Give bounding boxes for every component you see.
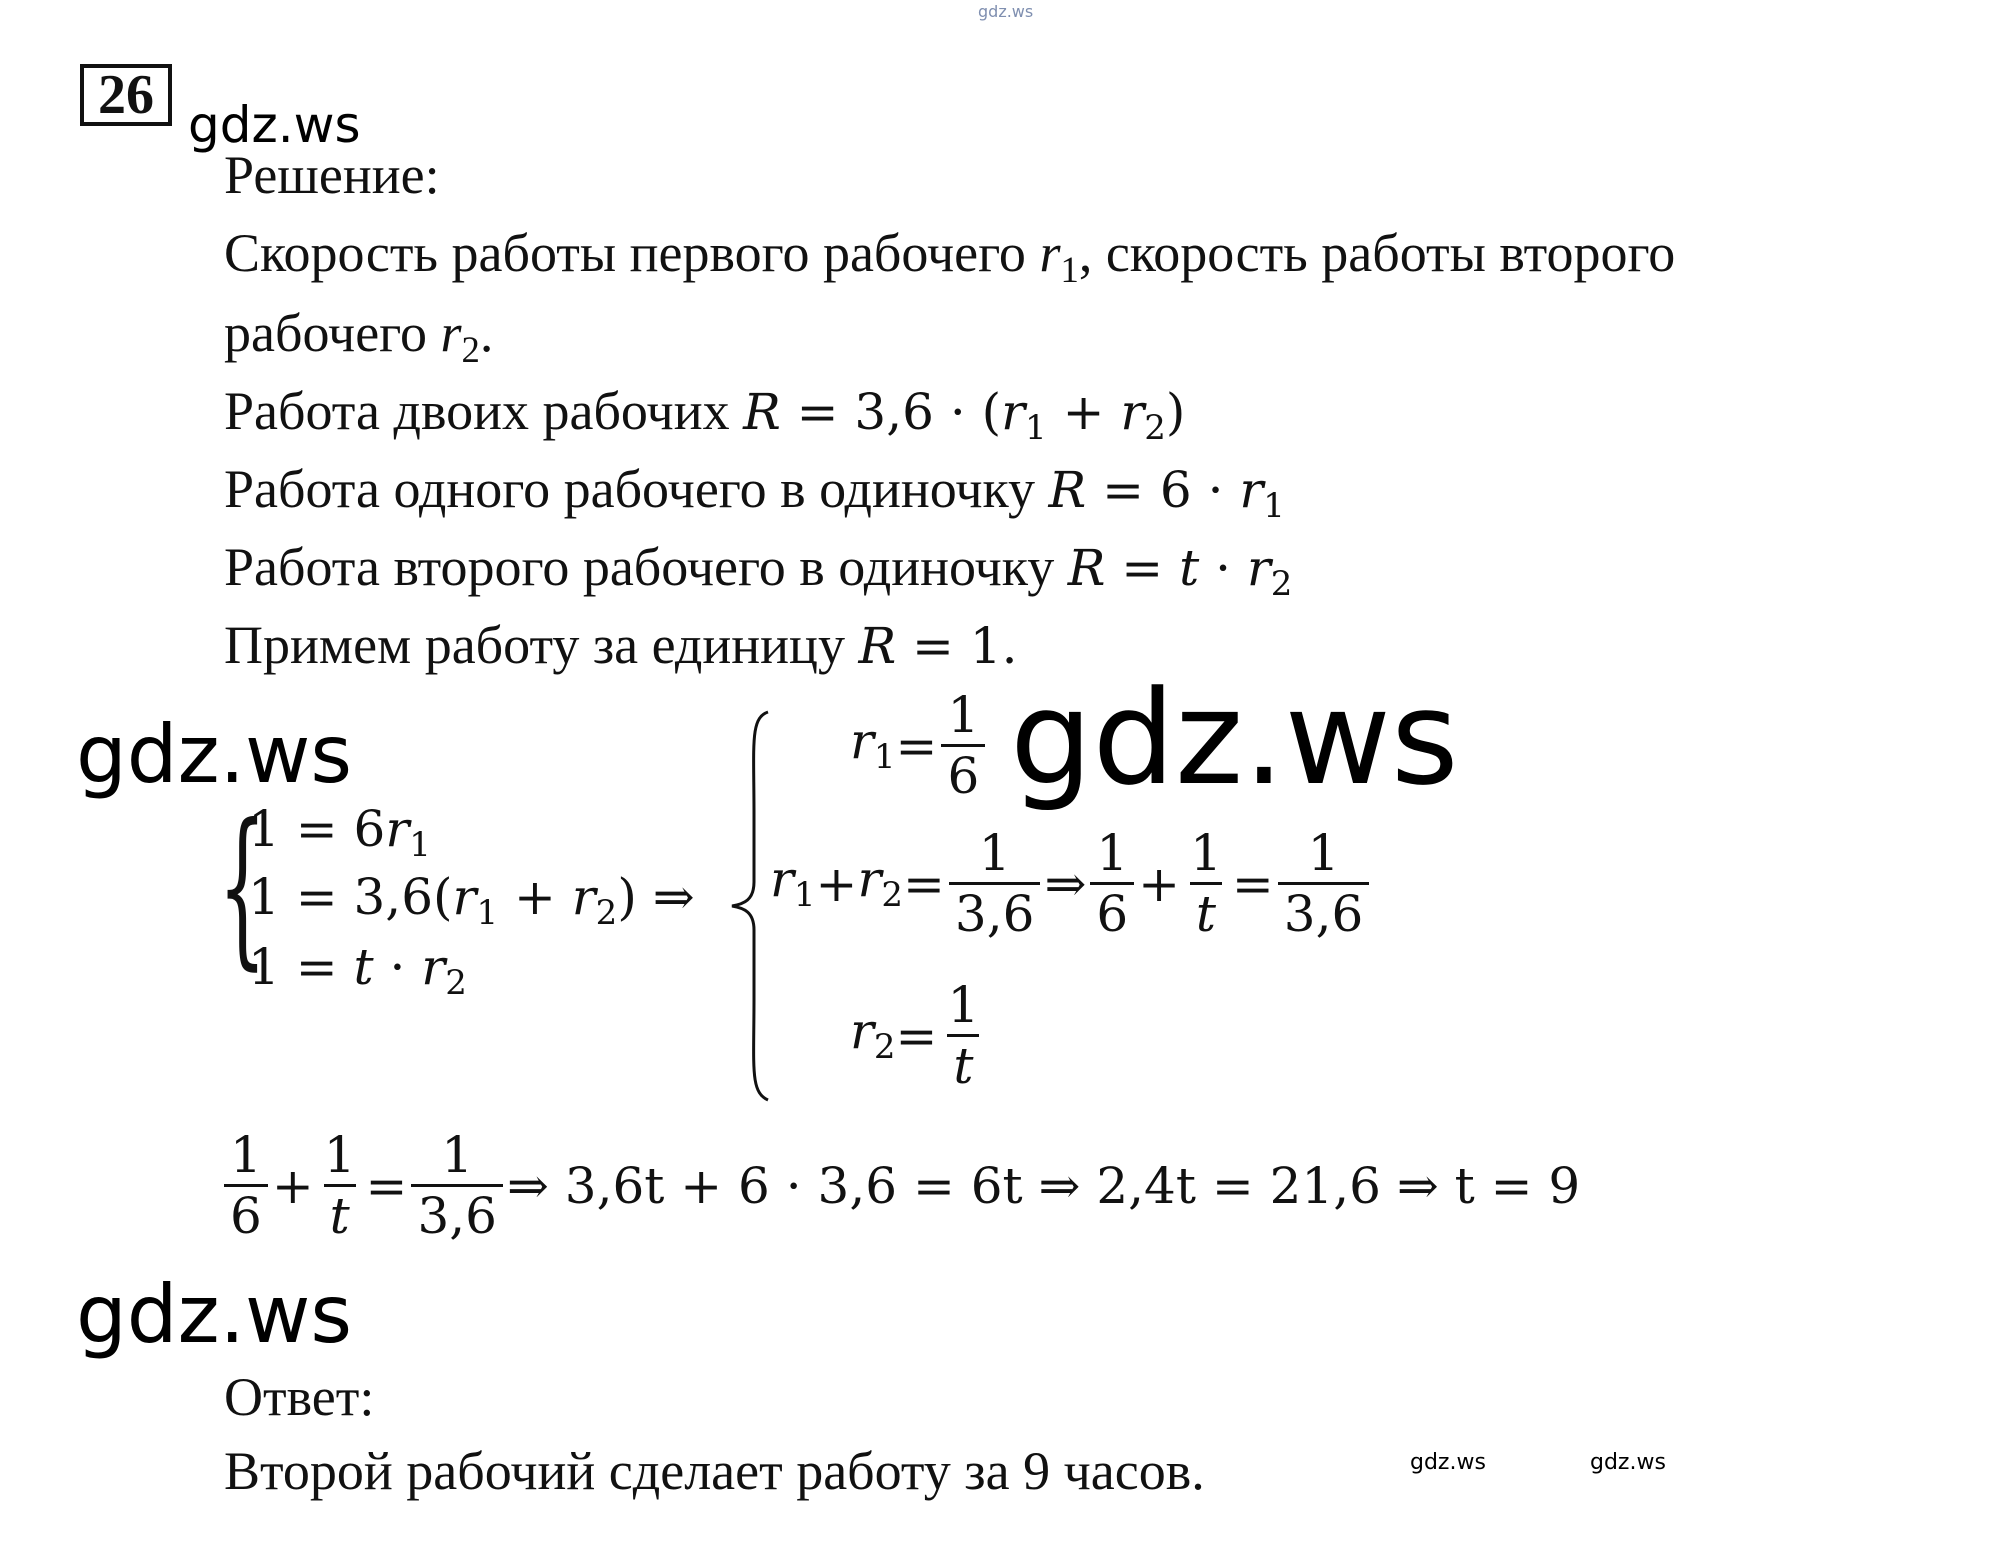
fraction-1-t-b: $\frac{1}{t}$ [947, 976, 980, 1095]
right-eq-1: $r_1$ = $\frac{1}{6}$ [850, 690, 989, 801]
line1-text: Скорость работы первого рабочего [224, 223, 1026, 283]
watermark-big-bottom: gdz.ws [76, 1268, 353, 1361]
answer-text: Второй рабочий сделает работу за 9 часов. [224, 1441, 1205, 1501]
answer-label: Ответ: [224, 1367, 375, 1427]
watermark-big-left: gdz.ws [76, 708, 353, 801]
fraction-final-1-3-6: $\frac{1}{3,6}$ [411, 1130, 503, 1241]
formula-joint-work: $R = 3,6 \cdot (r_1 + r_2)$ [743, 383, 1186, 449]
formula-unit-work: R = 1. [858, 617, 1018, 675]
text-line-4 [224, 459, 1285, 527]
text-line-5 [224, 537, 1293, 605]
var-r2: $r_2$ [440, 303, 480, 371]
watermark-footer-1: gdz.ws [1410, 1450, 1486, 1475]
line2-text: рабочего [224, 303, 427, 363]
formula-second-alone: $R = t \cdot r_2$ [1067, 539, 1293, 605]
right-eq-3: $r_2$ = $\frac{1}{t}$ [850, 980, 989, 1091]
fraction-final-1-t: $\frac{1}{t}$ [323, 1126, 356, 1245]
fraction-1-3-6-b: $\frac{1}{3,6}$ [1278, 828, 1370, 939]
fraction-final-1-6: $\frac{1}{6}$ [224, 1130, 268, 1241]
line6-text: Примем работу за единицу [224, 615, 845, 675]
var-r1: $r_1$ [1039, 223, 1079, 291]
system-eq-3: $1 = t \cdot r_2$ [248, 938, 467, 1004]
line1-tail: , скорость работы второго [1078, 223, 1676, 283]
problem-number-box: 26 [80, 64, 172, 126]
line5-text: Работа второго рабочего в одиночку [224, 537, 1055, 597]
text-line-3 [224, 381, 1186, 449]
system-eq-2: $1 = 3,6(r_1 + r_2)$ ⇒ [248, 868, 695, 934]
right-eq-2: $r_1$ + $r_2$ = $\frac{1}{3,6}$ ⇒ $\frac{1}{6}$ + $\frac{1}{t}$ = $\frac{1}{3,6}$ [770, 828, 1373, 939]
fraction-1-t: $\frac{1}{t}$ [1190, 824, 1222, 943]
watermark-header: gdz.ws [188, 96, 361, 154]
left-system-brace: { [218, 788, 267, 986]
watermark-big-center: gdz.ws [1010, 662, 1459, 814]
fraction-1-6: $\frac{1}{6}$ [941, 690, 985, 801]
watermark-top: gdz.ws [978, 2, 1034, 21]
text-line-6 [224, 615, 1018, 675]
final-equation: $\frac{1}{6}$ + $\frac{1}{t}$ = $\frac{1}{3,6}$ ⇒ 3,6t + 6 · 3,6 = 6t ⇒ 2,4t = 21,6 ⇒ t = 9 [220, 1130, 1580, 1241]
text-line-2: рабочего $r_2$. [224, 303, 494, 371]
final-chain: ⇒ 3,6t + 6 · 3,6 = 6t ⇒ 2,4t = 21,6 ⇒ t = 9 [506, 1156, 1581, 1215]
text-line-1 [224, 223, 1676, 291]
formula-first-alone: $R = 6 \cdot r_1$ [1048, 461, 1285, 527]
solution-label: Решение: [224, 145, 440, 205]
watermark-footer-2: gdz.ws [1590, 1450, 1666, 1475]
line3-text: Работа двоих рабочих [224, 381, 730, 441]
fraction-1-3-6: $\frac{1}{3,6}$ [949, 828, 1041, 939]
fraction-1-6-b: $\frac{1}{6}$ [1090, 828, 1134, 939]
system-eq-1: $1 = 6r_1$ [248, 800, 431, 866]
line4-text: Работа одного рабочего в одиночку [224, 459, 1036, 519]
